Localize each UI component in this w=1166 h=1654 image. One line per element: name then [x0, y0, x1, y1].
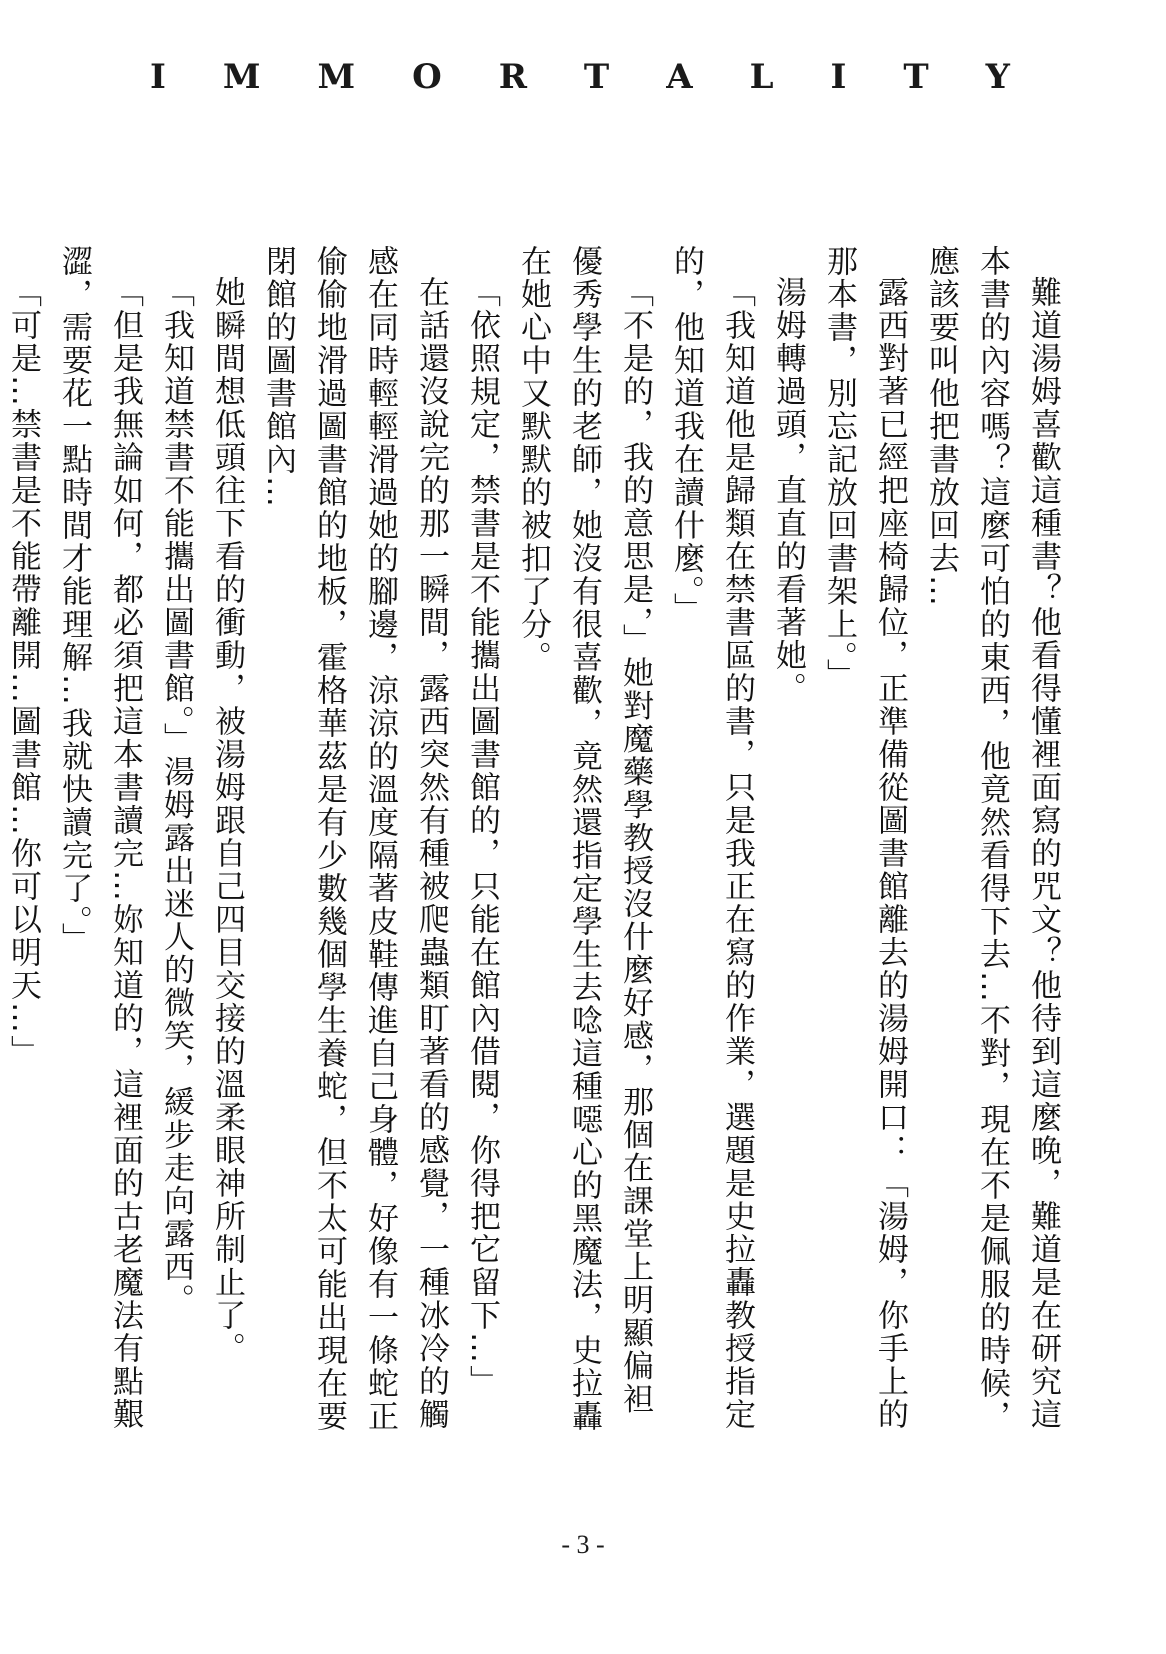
paragraph: 「依照規定，禁書是不能攜出圖書館的，只能在館內借閱，你得把它留下…」	[464, 276, 500, 1398]
vertical-body-text	[5, 245, 1068, 1445]
paragraph: 在話還沒說完的那一瞬間，露西突然有種被爬蟲類盯著看的感覺，一種冰冷的觸感在同時輕輕滑過她的腳邊，涼涼的溫度隔著皮鞋傳進自己身體，好像有一條蛇正偷偷地滑過圖書館的地板，霍格華茲是有少數幾個學生養蛇，但不太可能出現在要閉館的圖書館內…	[260, 245, 449, 1433]
header-letter: L	[749, 57, 774, 97]
paragraph: 「不是的，我的意思是，」她對魔藥學教授沒什麼好感，那個在課堂上明顯偏袒優秀學生的老師，她沒有很喜歡，竟然還指定學生去唸這種噁心的黑魔法，史拉轟在她心中又默默的被扣了分。	[515, 245, 653, 1433]
paragraph: 難道湯姆喜歡這種書？他看得懂裡面寫的咒文？他待到這麼晚，難道是在研究這本書的內容嗎？這麼可怕的東西，他竟然看得下去…不對，現在不是佩服的時候，應該要叫他把書放回去…	[923, 245, 1061, 1433]
paragraph: 「我知道他是歸類在禁書區的書，只是我正在寫的作業，選題是史拉轟教授指定的，他知道我在讀什麼。」	[668, 245, 755, 1431]
header-letter: I	[150, 57, 166, 97]
page-number: - 3 -	[561, 1530, 605, 1559]
header-letter: R	[498, 57, 527, 97]
header-letter: M	[317, 57, 356, 97]
running-header	[150, 52, 1010, 102]
paragraph: 露西對著已經把座椅歸位，正準備從圖書館離去的湯姆開口：「湯姆，你手上的那本書，別忘記放回書架上。」	[821, 245, 908, 1431]
header-letter: O	[412, 57, 442, 97]
header-letter: T	[903, 57, 929, 97]
header-letter: Y	[985, 57, 1010, 97]
header-letter: M	[222, 57, 261, 97]
header-letter: A	[666, 57, 693, 97]
paragraph: 「我知道禁書不能攜出圖書館。」湯姆露出迷人的微笑，緩步走向露西。	[158, 276, 194, 1317]
paragraph: 「但是我無論如何，都必須把這本書讀完…妳知道的，這裡面的古老魔法有點艱澀，需要花一點時間才能理解…我就快讀完了。」	[56, 245, 143, 1431]
paragraph: 「可是…禁書是不能帶離開…圖書館…你可以明天…」	[5, 276, 41, 1068]
header-letter: T	[583, 57, 610, 97]
paragraph: 湯姆轉過頭，直直的看著她。	[770, 276, 806, 705]
header-letter: I	[830, 57, 847, 97]
paragraph: 她瞬間想低頭往下看的衝動，被湯姆跟自己四目交接的溫柔眼神所制止了。	[209, 276, 245, 1365]
